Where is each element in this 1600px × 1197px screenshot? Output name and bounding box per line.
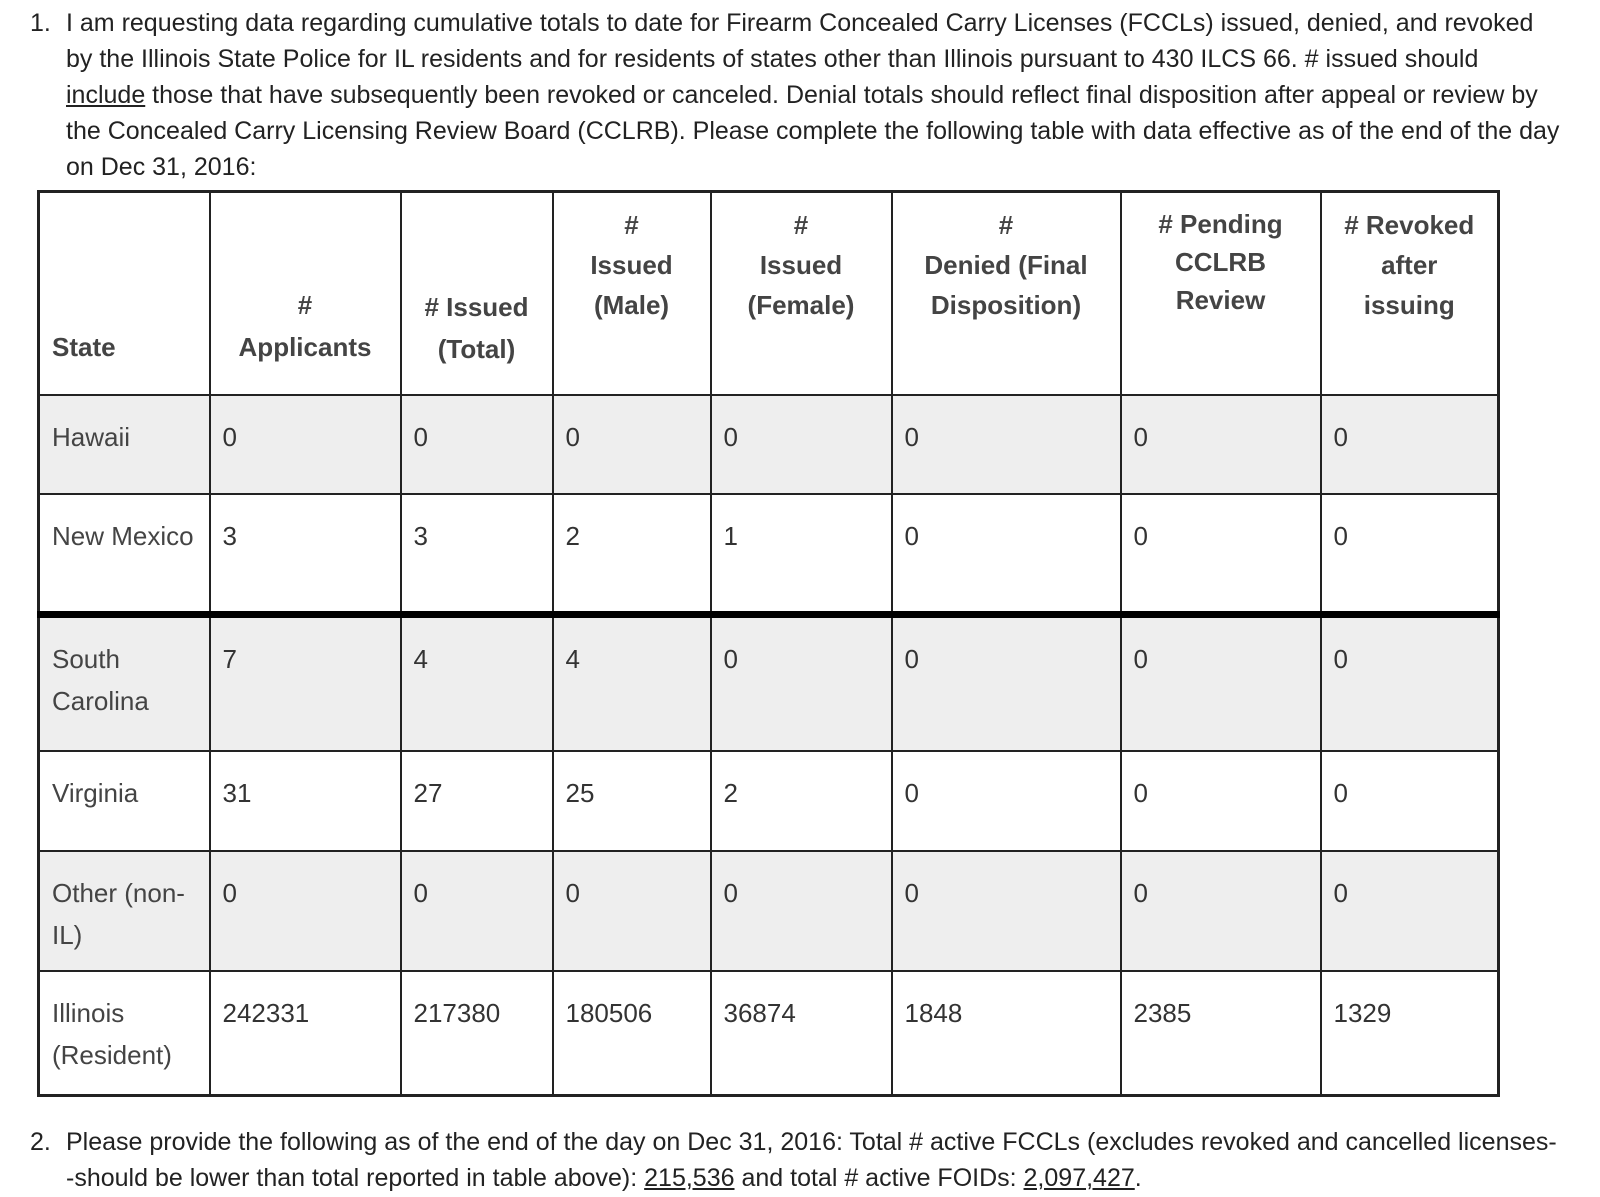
- header-issued-male: # Issued (Male): [553, 192, 711, 395]
- state-cell: Virginia: [39, 751, 210, 851]
- issued-total-cell: 4: [401, 615, 553, 751]
- issued-male-cell: 0: [553, 395, 711, 494]
- active-fccls-value: 215,536: [644, 1164, 735, 1192]
- denied-cell: 0: [892, 751, 1121, 851]
- issued-total-cell: 0: [401, 851, 553, 971]
- revoked-cell: 0: [1321, 494, 1499, 615]
- pending-cell: 0: [1121, 494, 1321, 615]
- header-revoked: # Revoked after issuing: [1321, 192, 1499, 395]
- denied-cell: 0: [892, 494, 1121, 615]
- issued-female-cell: 1: [711, 494, 892, 615]
- applicants-cell: 0: [210, 851, 401, 971]
- table-row: [39, 494, 1499, 615]
- issued-female-cell: 2: [711, 751, 892, 851]
- applicants-cell: 0: [210, 395, 401, 494]
- denied-cell: 0: [892, 615, 1121, 751]
- header-row: [39, 192, 1499, 395]
- issued-male-cell: 25: [553, 751, 711, 851]
- pending-cell: 0: [1121, 751, 1321, 851]
- question-1-underlined-word: include: [66, 81, 146, 109]
- state-cell: South Carolina: [39, 615, 210, 751]
- revoked-cell: 0: [1321, 851, 1499, 971]
- question-2-text-part1: Please provide the following as of the end of the day on Dec 31, 2016: Total # active FCCLs (excludes revoked and cancelled licenses--should be lower than total reported in table above):: [66, 1128, 1557, 1192]
- issued-total-cell: 0: [401, 395, 553, 494]
- denied-cell: 0: [892, 851, 1121, 971]
- denied-cell: 0: [892, 395, 1121, 494]
- issued-male-cell: 0: [553, 851, 711, 971]
- issued-total-cell: 27: [401, 751, 553, 851]
- issued-female-cell: 36874: [711, 971, 892, 1096]
- question-1-text: [66, 5, 1560, 185]
- revoked-cell: 1329: [1321, 971, 1499, 1096]
- question-2-text-part3: .: [1134, 1164, 1142, 1192]
- table-row: [39, 395, 1499, 494]
- question-2-number: 2.: [30, 1128, 51, 1156]
- revoked-cell: 0: [1321, 751, 1499, 851]
- fccl-data-table: [37, 190, 1500, 1097]
- pending-cell: 2385: [1121, 971, 1321, 1096]
- header-pending-cclrb: # Pending CCLRB Review: [1121, 192, 1321, 395]
- state-cell: New Mexico: [39, 494, 210, 615]
- issued-total-cell: 3: [401, 494, 553, 615]
- issued-female-cell: 0: [711, 615, 892, 751]
- state-cell: Illinois (Resident): [39, 971, 210, 1096]
- issued-male-cell: 180506: [553, 971, 711, 1096]
- issued-female-cell: 0: [711, 851, 892, 971]
- state-cell: Other (non-IL): [39, 851, 210, 971]
- pending-cell: 0: [1121, 615, 1321, 751]
- applicants-cell: 242331: [210, 971, 401, 1096]
- pending-cell: 0: [1121, 851, 1321, 971]
- state-cell: Hawaii: [39, 395, 210, 494]
- table-row: [39, 851, 1499, 971]
- applicants-cell: 7: [210, 615, 401, 751]
- question-1: [30, 5, 1560, 185]
- applicants-cell: 3: [210, 494, 401, 615]
- issued-male-cell: 2: [553, 494, 711, 615]
- table-row: [39, 971, 1499, 1096]
- header-issued-female: # Issued (Female): [711, 192, 892, 395]
- header-applicants: # Applicants: [210, 192, 401, 395]
- header-denied: # Denied (Final Disposition): [892, 192, 1121, 395]
- question-2-text: [66, 1124, 1560, 1196]
- table-row: [39, 751, 1499, 851]
- table-row: [39, 615, 1499, 751]
- question-1-text-part2: those that have subsequently been revoked or canceled. Denial totals should reflect final disposition after appeal or review by the Concealed Carry Licensing Review Board (CCLRB). Please complete the following table with data effective as of the end of the day on Dec 31, 2016:: [66, 81, 1560, 181]
- question-1-number: 1.: [30, 9, 51, 37]
- revoked-cell: 0: [1321, 615, 1499, 751]
- active-foids-value: 2,097,427: [1023, 1164, 1135, 1192]
- issued-female-cell: 0: [711, 395, 892, 494]
- applicants-cell: 31: [210, 751, 401, 851]
- question-2-text-part2: and total # active FOIDs:: [734, 1164, 1024, 1192]
- question-1-text-part1: I am requesting data regarding cumulative totals to date for Firearm Concealed Carry Licenses (FCCLs) issued, denied, and revoked by the Illinois State Police for IL residents and for residents of states other than Illinois pursuant to 430 ILCS 66. # issued should: [66, 9, 1534, 73]
- header-state: State: [39, 192, 210, 395]
- denied-cell: 1848: [892, 971, 1121, 1096]
- issued-male-cell: 4: [553, 615, 711, 751]
- revoked-cell: 0: [1321, 395, 1499, 494]
- header-issued-total: # Issued (Total): [401, 192, 553, 395]
- question-2: [30, 1124, 1560, 1196]
- pending-cell: 0: [1121, 395, 1321, 494]
- issued-total-cell: 217380: [401, 971, 553, 1096]
